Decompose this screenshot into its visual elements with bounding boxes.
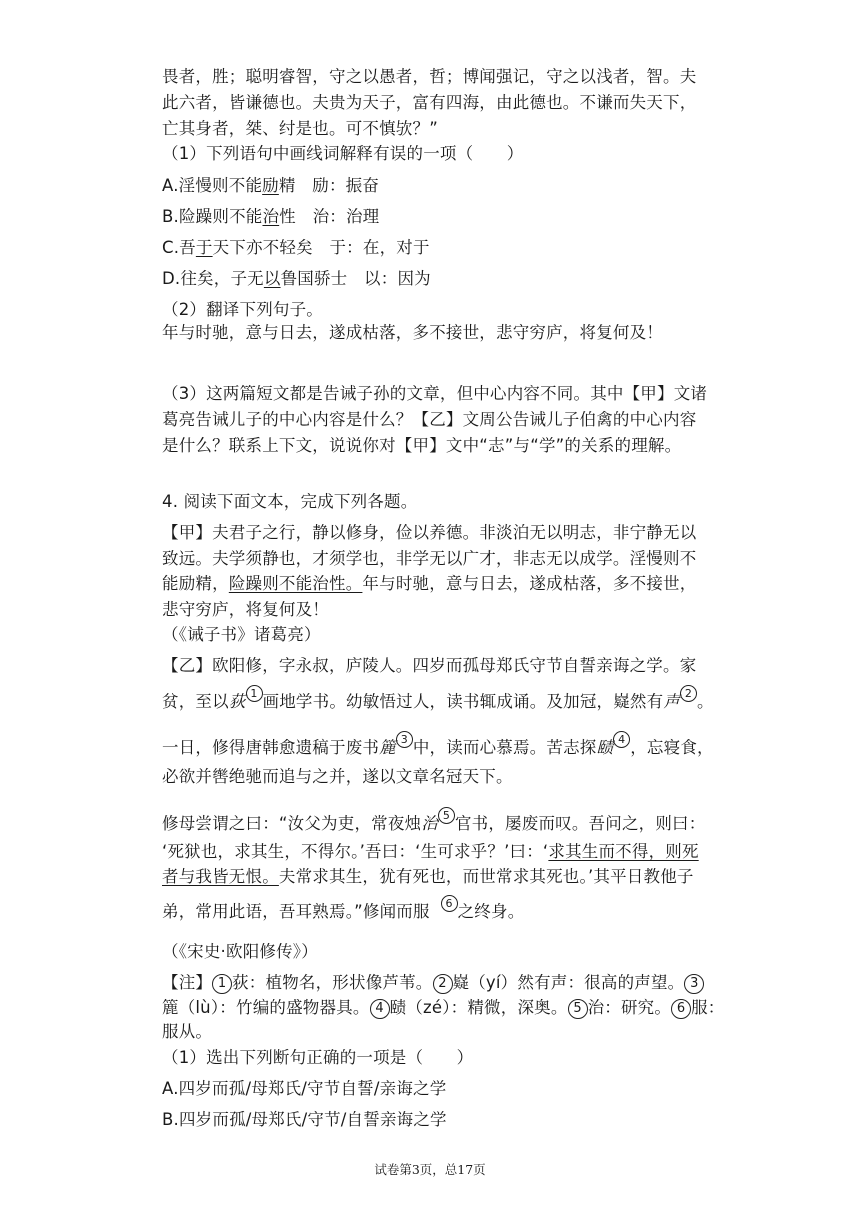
option-c: C.吾于天下亦不轻矣 于：在，对于	[162, 238, 430, 257]
notes: 【注】 1 荻：植物名，形状像芦苇。 2 嶷（yí）然有声：很高的声望。 3	[162, 972, 704, 994]
passage-jia: 能励精，险躁则不能治性。年与时驰，意与日去，遂成枯落，多不接世，	[162, 574, 697, 593]
note-num-4: 4	[370, 999, 390, 1019]
note-mark-2: 2	[680, 685, 697, 702]
passage-yi: 修母尝谓之曰：“汝父为吏，常夜烛治 $^5$ 官书，屡废而叹。吾问之，则曰：	[162, 809, 706, 833]
source-yi: （《宋史·欧阳修传》）	[162, 942, 318, 961]
option-a: A.淫慢则不能励精 励：振奋	[162, 176, 380, 195]
note-num-6: 6	[671, 999, 691, 1019]
passage-yi: 一日，修得唐韩愈遗稿于废书簏 $^3$ 中，读而心慕焉。苦志探赜 $^4$ ，忘寝食，	[162, 733, 714, 757]
option-d: D.往矣，子无以鲁国骄士 以：因为	[162, 269, 431, 288]
page-footer: 试卷第3页，总17页	[374, 1162, 486, 1177]
note-mark-3: 3	[396, 731, 413, 748]
note-num-3: 3	[684, 974, 704, 994]
note-num-1: 1	[212, 974, 232, 994]
passage-yi: ‘死狱也，求其生，不得尔。’吾曰：‘生可求乎？’曰：‘求其生而不得，则死	[162, 842, 699, 861]
question-4-heading: 4. 阅读下面文本，完成下列各题。	[162, 492, 418, 511]
question-1: （1）下列语句中画线词解释有误的一项（ ）	[162, 144, 524, 163]
option-a: A.四岁而孤/母郑氏/守节自誓/亲诲之学	[162, 1079, 447, 1098]
question-4-1: （1）选出下列断句正确的一项是（ ）	[162, 1048, 474, 1067]
source-jia: （《诫子书》诸葛亮）	[162, 625, 321, 644]
notes: 服从。	[162, 1022, 213, 1041]
note-num-5: 5	[568, 999, 588, 1019]
note-mark-4: 4	[613, 731, 630, 748]
text-line: 畏者，胜；聪明睿智，守之以愚者，哲；博闻强记，守之以浅者，智。夫	[162, 67, 697, 86]
passage-yi: 【乙】欧阳修，字永叔，庐陵人。四岁而孤母郑氏守节自誓亲诲之学。家	[162, 656, 697, 675]
passage-yi: 必欲并辔绝驰而追与之并，遂以文章名冠天下。	[162, 767, 513, 786]
passage-yi: 者与我皆无恨。夫常求其生，犹有死也，而世常求其死也。’其平日教他子	[162, 867, 694, 886]
option-b: B.险躁则不能治性 治：治理	[162, 207, 380, 226]
text-line: 此六者，皆谦德也。夫贵为天子，富有四海，由此德也。不谦而失天下，	[162, 93, 697, 112]
passage-jia: 致远。夫学须静也，才须学也，非学无以广才，非志无以成学。淫慢则不	[162, 549, 697, 568]
note-mark-5: 5	[438, 807, 455, 824]
passage-yi: 弟，常用此语，吾耳熟焉。”修闻而服 $^6$ 之终身。	[162, 897, 525, 921]
note-mark-6: 6	[441, 895, 458, 912]
question-3: 是什么？联系上下文，说说你对【甲】文中“志”与“学”的关系的理解。	[162, 436, 682, 455]
option-b: B.四岁而孤/母郑氏/守节/自誓亲诲之学	[162, 1110, 447, 1129]
text-line: 亡其身者，桀、纣是也。可不慎欤？”	[162, 119, 438, 138]
question-2-sentence: 年与时驰，意与日去，遂成枯落，多不接世，悲守穷庐，将复何及！	[162, 323, 663, 342]
passage-yi: 贫，至以荻 $^1$ 画地学书。幼敏悟过人，读书辄成诵。及加冠，嶷然有声 $^2$ 。	[162, 687, 714, 711]
notes: 簏（lù）：竹编的盛物器具。 4 赜（zé）：精微，深奥。 5 治：研究。 6 服：	[162, 998, 725, 1017]
note-num-2: 2	[433, 974, 453, 994]
note-mark-1: 1	[246, 685, 263, 702]
question-2: （2）翻译下列句子。	[162, 300, 323, 319]
question-3: （3）这两篇短文都是告诫子孙的文章，但中心内容不同。其中【甲】文诸	[162, 384, 708, 403]
question-3: 葛亮告诫儿子的中心内容是什么？【乙】文周公告诫儿子伯禽的中心内容	[162, 410, 697, 429]
passage-jia: 【甲】夫君子之行，静以修身，俭以养德。非淡泊无以明志，非宁静无以	[162, 523, 697, 542]
passage-jia: 悲守穷庐，将复何及！	[162, 600, 329, 619]
